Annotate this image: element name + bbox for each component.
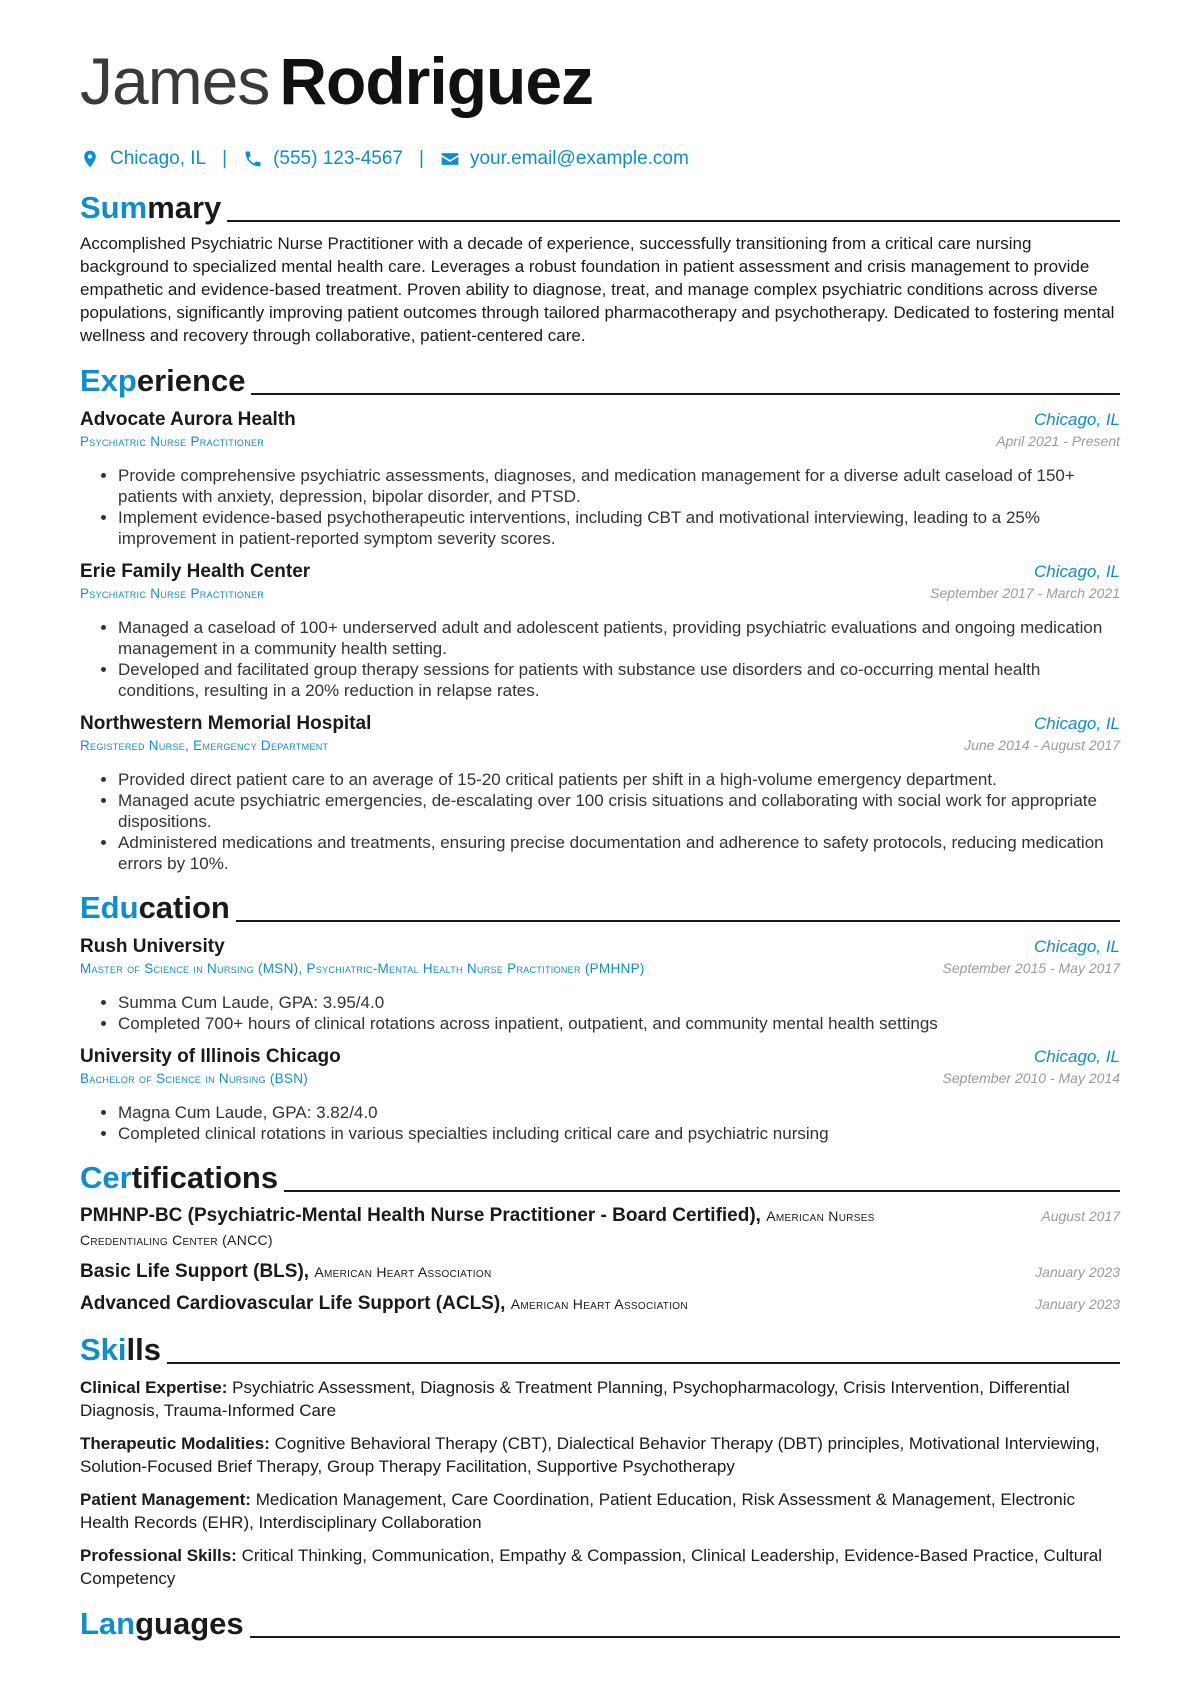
school-dates: September 2015 - May 2017 [942, 960, 1120, 976]
section-rule [250, 1636, 1120, 1638]
skill-label: Professional Skills: [80, 1546, 237, 1565]
education-bullets [80, 992, 1120, 1034]
resume-page [80, 40, 1120, 1642]
section-title-rest: lls [126, 1332, 161, 1367]
bullet-item: • Completed clinical rotations in various specialties including critical care and psychiatric nursing [118, 1123, 1120, 1144]
education-bullets [80, 1102, 1120, 1144]
cert-title: Basic Life Support (BLS), [80, 1261, 310, 1282]
certification-entry [80, 1204, 1120, 1252]
certification-entry [80, 1260, 1120, 1284]
section-title-accent: Edu [80, 890, 139, 925]
map-pin-icon [80, 149, 100, 169]
bullet-item: • Completed 700+ hours of clinical rotations across inpatient, outpatient, and community mental health settings [118, 1013, 1120, 1034]
contact-line [80, 146, 1120, 172]
contact-separator: | [222, 148, 228, 169]
job-location: Chicago, IL [1034, 562, 1120, 581]
section-title-rest: erience [136, 363, 246, 398]
skill-text: Medication Management, Care Coordination, Patient Education, Risk Assessment & Management, Electronic Health Records (EHR), Interdisciplinary Collaboration [80, 1490, 1075, 1532]
education-entry [80, 1046, 1120, 1144]
certifications-heading [80, 1156, 1120, 1196]
section-title-accent: Sum [80, 190, 148, 225]
education-list [80, 936, 1120, 1144]
school-location: Chicago, IL [1034, 937, 1120, 956]
job-title: Psychiatric Nurse Practitioner [80, 586, 265, 601]
phone-icon [243, 149, 263, 169]
languages-heading [80, 1602, 1120, 1642]
bullet-item: • Implement evidence-based psychotherapeutic interventions, including CBT and motivational interviewing, leading to a 25% improvement in patient-reported symptom severity scores. [118, 507, 1120, 549]
contact-email[interactable] [440, 148, 689, 170]
experience-list [80, 409, 1120, 874]
first-name: James [80, 44, 270, 118]
section-rule [167, 1362, 1120, 1364]
job-dates: June 2014 - August 2017 [964, 737, 1120, 753]
section-rule [227, 220, 1120, 222]
experience-heading [80, 359, 1120, 399]
section-title-rest: tifications [131, 1160, 279, 1195]
job-dates: September 2017 - March 2021 [930, 585, 1120, 601]
section-title-accent: Cer [80, 1160, 132, 1195]
job-location: Chicago, IL [1034, 714, 1120, 733]
skills-list [80, 1376, 1120, 1590]
cert-issuer: American Nurses Credentialing Center (ANCC) [80, 1208, 875, 1248]
cert-title: PMHNP-BC (Psychiatric-Mental Health Nurse Practitioner - Board Certified), [80, 1205, 761, 1226]
job-bullets [80, 617, 1120, 701]
education-entry [80, 936, 1120, 1034]
school-location: Chicago, IL [1034, 1047, 1120, 1066]
experience-entry [80, 713, 1120, 874]
bullet-item: • Summa Cum Laude, GPA: 3.95/4.0 [118, 992, 1120, 1013]
job-bullets [80, 465, 1120, 549]
skill-group [80, 1544, 1120, 1590]
section-title [80, 1606, 244, 1642]
phone-text: (555) 123-4567 [273, 148, 403, 169]
skill-group [80, 1432, 1120, 1478]
section-title [80, 890, 230, 926]
cert-date: January 2023 [1035, 1264, 1120, 1280]
job-title: Registered Nurse, Emergency Department [80, 738, 329, 753]
summary-text: Accomplished Psychiatric Nurse Practitioner with a decade of experience, successfully transitioning from a critical care nursing background to specialized mental health care. Leverages a robust foundation in patient assessment and crisis management to provide empathetic and evidence-based treatment. Proven ability to diagnose, treat, and manage complex psychiatric conditions across diverse populations, significantly improving patient outcomes through tailored pharmacotherapy and psychotherapy. Dedicated to fostering mental wellness and recovery through collaborative, patient-centered care. [80, 234, 1115, 345]
school-name: University of Illinois Chicago [80, 1046, 341, 1067]
skill-text: Critical Thinking, Communication, Empathy & Compassion, Clinical Leadership, Evidence-Based Practice, Cultural Competency [80, 1546, 1103, 1588]
skill-label: Therapeutic Modalities: [80, 1434, 270, 1453]
summary-heading [80, 186, 1120, 226]
certifications-list [80, 1204, 1120, 1316]
degree-title: Bachelor of Science in Nursing (BSN) [80, 1071, 309, 1086]
certification-entry [80, 1292, 1120, 1316]
section-title-rest: mary [147, 190, 222, 225]
email-text: your.email@example.com [469, 148, 689, 169]
cert-date: January 2023 [1035, 1296, 1120, 1312]
cert-issuer: American Heart Association [314, 1264, 492, 1280]
employer-name: Northwestern Memorial Hospital [80, 713, 372, 734]
employer-name: Advocate Aurora Health [80, 409, 296, 430]
bullet-item: • Developed and facilitated group therapy sessions for patients with substance use disorders and co-occurring mental health conditions, resulting in a 20% reduction in relapse rates. [118, 659, 1120, 701]
job-dates: April 2021 - Present [996, 433, 1120, 449]
contact-phone[interactable] [243, 148, 403, 170]
section-title [80, 1332, 161, 1368]
experience-entry [80, 409, 1120, 549]
section-title-rest: guages [135, 1606, 244, 1641]
job-bullets [80, 769, 1120, 874]
section-title-accent: Lan [80, 1606, 136, 1641]
envelope-icon [440, 149, 460, 169]
contact-separator: | [419, 148, 424, 169]
bullet-item: • Provided direct patient care to an average of 15-20 critical patients per shift in a high-volume emergency department. [118, 769, 1120, 790]
section-title [80, 363, 245, 399]
skill-group [80, 1376, 1120, 1422]
school-name: Rush University [80, 936, 225, 957]
skill-text: Psychiatric Assessment, Diagnosis & Treatment Planning, Psychopharmacology, Crisis Intervention, Differential Diagnosis, Trauma-Informed Care [80, 1378, 1070, 1420]
experience-entry [80, 561, 1120, 701]
section-title-accent: Exp [80, 363, 137, 398]
bullet-item: • Managed a caseload of 100+ underserved adult and adolescent patients, providing psychiatric evaluations and ongoing medication management in a community health setting. [118, 617, 1120, 659]
employer-name: Erie Family Health Center [80, 561, 311, 582]
last-name: Rodriguez [279, 44, 594, 118]
school-dates: September 2010 - May 2014 [942, 1070, 1120, 1086]
section-title-accent: Ski [80, 1332, 127, 1367]
cert-title: Advanced Cardiovascular Life Support (ACLS), [80, 1293, 506, 1314]
bullet-item: • Managed acute psychiatric emergencies, de-escalating over 100 crisis situations and collaborating with social work for appropriate dispositions. [118, 790, 1120, 832]
section-rule [284, 1190, 1120, 1192]
location-text: Chicago, IL [110, 148, 207, 169]
education-heading [80, 886, 1120, 926]
section-title-rest: cation [138, 890, 230, 925]
job-title: Psychiatric Nurse Practitioner [80, 434, 265, 449]
section-rule [236, 920, 1120, 922]
skill-label: Patient Management: [80, 1490, 251, 1509]
job-location: Chicago, IL [1034, 410, 1120, 429]
section-title [80, 190, 221, 226]
section-title [80, 1160, 278, 1196]
section-rule [251, 393, 1120, 395]
degree-title: Master of Science in Nursing (MSN), Psychiatric-Mental Health Nurse Practitioner (PMHNP) [80, 961, 645, 976]
skill-text: Cognitive Behavioral Therapy (CBT), Dialectical Behavior Therapy (DBT) principles, Motivational Interviewing, Solution-Focused Brief Therapy, Group Therapy Facilitation, Supportive Psychotherapy [80, 1434, 1100, 1476]
contact-location [80, 148, 206, 170]
skill-label: Clinical Expertise: [80, 1378, 228, 1397]
cert-issuer: American Heart Association [510, 1296, 688, 1312]
resume-name [80, 40, 1120, 122]
skill-group [80, 1488, 1120, 1534]
skills-heading [80, 1328, 1120, 1368]
bullet-item: • Magna Cum Laude, GPA: 3.82/4.0 [118, 1102, 1120, 1123]
bullet-item: • Administered medications and treatments, ensuring precise documentation and adherence to safety protocols, reducing medication errors by 10%. [118, 832, 1120, 874]
cert-date: August 2017 [1041, 1208, 1120, 1224]
bullet-item: • Provide comprehensive psychiatric assessments, diagnoses, and medication management for a diverse adult caseload of 150+ patients with anxiety, depression, bipolar disorder, and PTSD. [118, 465, 1120, 507]
